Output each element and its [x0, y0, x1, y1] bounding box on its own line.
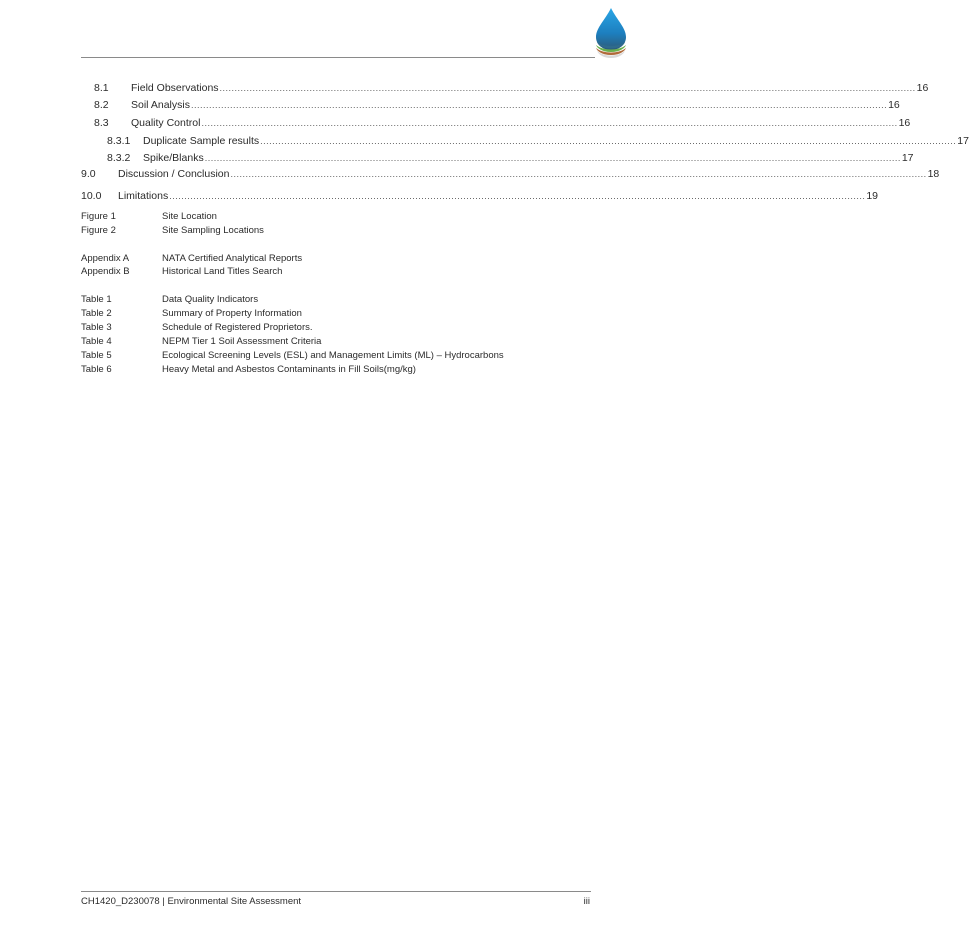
toc-title: Soil Analysis [131, 99, 190, 111]
figure-label: Figure 2 [81, 225, 116, 236]
toc-title: Field Observations [131, 82, 219, 94]
table-list-item [81, 307, 302, 321]
appendix-caption: NATA Certified Analytical Reports [162, 253, 303, 264]
toc-title: Quality Control [131, 117, 201, 129]
toc-leader-dots: ........................................................................................................................................................................................................................................ [201, 118, 898, 128]
table-label: Table 6 [81, 364, 112, 375]
toc-page: 16 [898, 117, 911, 129]
appendix-label: Appendix A [81, 253, 130, 264]
toc-leader-dots: ........................................................................................................................................................................................................................................ [260, 136, 957, 146]
toc-leader-dots: ........................................................................................................................................................................................................................................ [230, 169, 927, 179]
toc-title: Duplicate Sample results [143, 135, 260, 147]
toc-page: 16 [916, 82, 929, 94]
figure-list-item [81, 210, 217, 224]
appendix-list-item [81, 252, 302, 266]
toc-entry[interactable] [81, 166, 940, 182]
figure-caption: Site Location [162, 211, 217, 222]
toc-number: 8.3.2 [107, 152, 131, 164]
table-label: Table 3 [81, 322, 112, 333]
toc-entry[interactable] [81, 133, 969, 149]
toc-title: Spike/Blanks [143, 152, 204, 164]
appendix-label: Appendix B [81, 266, 130, 277]
table-label: Table 1 [81, 294, 112, 305]
figure-list-item [81, 224, 264, 238]
toc-entry[interactable] [81, 80, 929, 96]
toc-page: 18 [927, 168, 940, 180]
table-label: Table 5 [81, 350, 112, 361]
table-list-item [81, 321, 313, 335]
toc-number: 8.1 [94, 82, 109, 94]
figure-caption: Site Sampling Locations [162, 225, 264, 236]
toc-number: 8.2 [94, 99, 109, 111]
figure-label: Figure 1 [81, 211, 116, 222]
toc-number: 8.3 [94, 117, 109, 129]
table-caption: Data Quality Indicators [162, 294, 259, 305]
water-drop-logo-icon [591, 6, 631, 60]
table-list-item [81, 363, 416, 377]
toc-page: 19 [866, 190, 879, 202]
toc-entry[interactable] [81, 97, 900, 113]
toc-page: 17 [901, 152, 914, 164]
toc-number: 8.3.1 [107, 135, 131, 147]
toc-number: 10.0 [81, 190, 102, 202]
table-label: Table 4 [81, 336, 112, 347]
table-label: Table 2 [81, 308, 112, 319]
footer-page-number: iii [583, 896, 590, 907]
table-list-item [81, 349, 504, 363]
table-list-item [81, 293, 258, 307]
toc-entry[interactable] [81, 115, 911, 131]
toc-title: Discussion / Conclusion [118, 168, 230, 180]
toc-leader-dots: ........................................................................................................................................................................................................................................ [219, 83, 916, 93]
toc-leader-dots: ........................................................................................................................................................................................................................................ [169, 191, 866, 201]
toc-page: 16 [888, 99, 900, 111]
appendix-caption: Historical Land Titles Search [162, 266, 283, 277]
table-caption: Heavy Metal and Asbestos Contaminants in Fill Soils(mg/kg) [162, 364, 416, 375]
table-list-item [81, 335, 321, 349]
toc-entry[interactable] [81, 150, 914, 166]
toc-page: 17 [957, 135, 969, 147]
footer-document-id: CH1420_D230078 | Environmental Site Assessment [81, 896, 302, 907]
toc-number: 9.0 [81, 168, 96, 180]
table-caption: Summary of Property Information [162, 308, 302, 319]
header-rule [81, 57, 595, 58]
toc-leader-dots: ........................................................................................................................................................................................................................................ [190, 100, 888, 110]
footer-rule [81, 891, 591, 892]
table-caption: Schedule of Registered Proprietors. [162, 322, 313, 333]
table-caption: Ecological Screening Levels (ESL) and Management Limits (ML) – Hydrocarbons [162, 350, 504, 361]
table-caption: NEPM Tier 1 Soil Assessment Criteria [162, 336, 322, 347]
toc-title: Limitations [118, 190, 169, 202]
toc-entry[interactable] [81, 188, 879, 204]
appendix-list-item [81, 265, 282, 279]
toc-leader-dots: ........................................................................................................................................................................................................................................ [204, 153, 901, 163]
